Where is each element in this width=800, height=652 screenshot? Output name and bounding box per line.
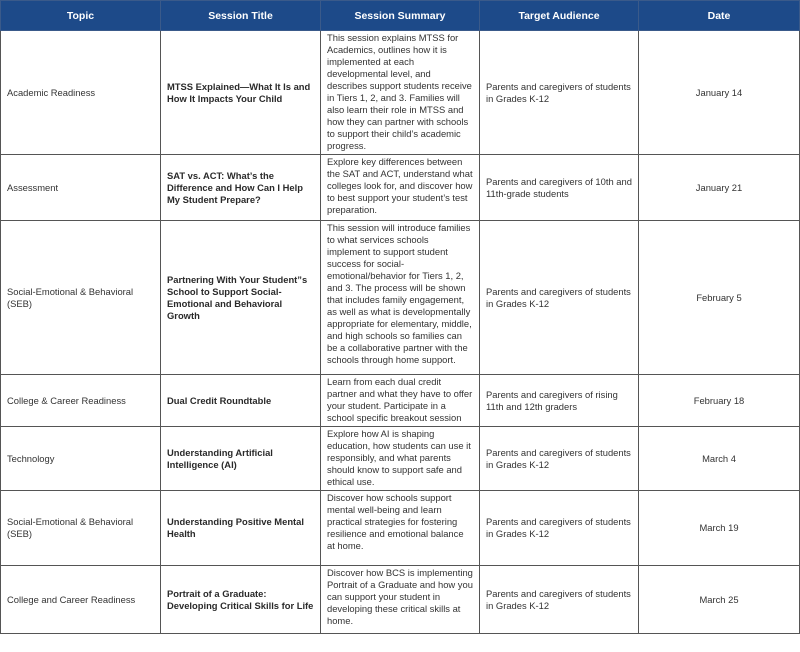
date-cell: February 5 <box>639 221 800 375</box>
table-row <box>1 375 800 427</box>
target-audience-cell: Parents and caregivers of students in Grades K-12 <box>480 427 639 491</box>
table-row <box>1 491 800 566</box>
target-audience-cell: Parents and caregivers of rising 11th and 12th graders <box>480 375 639 427</box>
topic-cell: Assessment <box>1 155 161 221</box>
session-summary-cell: Discover how BCS is implementing Portrait of a Graduate and how you can support your student in developing these critical skills at home. <box>321 566 480 634</box>
table-row <box>1 31 800 155</box>
topic-cell: Technology <box>1 427 161 491</box>
topic-cell: College and Career Readiness <box>1 566 161 634</box>
topic-cell: Social-Emotional & Behavioral (SEB) <box>1 221 161 375</box>
header-date: Date <box>639 1 800 31</box>
session-summary-cell: Explore how AI is shaping education, how students can use it responsibly, and what parents should know to support safe and ethical use. <box>321 427 480 491</box>
date-cell: January 21 <box>639 155 800 221</box>
header-target-audience: Target Audience <box>480 1 639 31</box>
target-audience-cell: Parents and caregivers of students in Grades K-12 <box>480 221 639 375</box>
table-row <box>1 427 800 491</box>
header-session-title: Session Title <box>161 1 321 31</box>
target-audience-cell: Parents and caregivers of students in Grades K-12 <box>480 491 639 566</box>
target-audience-cell: Parents and caregivers of students in Grades K-12 <box>480 31 639 155</box>
date-cell: March 25 <box>639 566 800 634</box>
date-cell: March 4 <box>639 427 800 491</box>
session-title-cell: Understanding Positive Mental Health <box>161 491 321 566</box>
table-row <box>1 221 800 375</box>
session-title-cell: Dual Credit Roundtable <box>161 375 321 427</box>
header-topic: Topic <box>1 1 161 31</box>
session-title-cell: SAT vs. ACT: What’s the Difference and How Can I Help My Student Prepare? <box>161 155 321 221</box>
table-row <box>1 155 800 221</box>
date-cell: February 18 <box>639 375 800 427</box>
session-title-cell: Portrait of a Graduate: Developing Critical Skills for Life <box>161 566 321 634</box>
session-summary-cell: Explore key differences between the SAT and ACT, understand what colleges look for, and discover how to best support your student’s test preparation. <box>321 155 480 221</box>
session-title-cell: MTSS Explained—What It Is and How It Impacts Your Child <box>161 31 321 155</box>
session-summary-cell: Learn from each dual credit partner and what they have to offer your student. Participate in a school specific breakout session <box>321 375 480 427</box>
session-summary-cell: This session will introduce families to what services schools implement to support student success for social-emotional/behavior for Tiers 1, 2, and 3. The process will be shown that includes family engagement, as well as what is developmentally appropriate for elementary, middle, and high schools so families can be a collaborative partner with the schools through home support. <box>321 221 480 375</box>
topic-cell: Academic Readiness <box>1 31 161 155</box>
session-title-cell: Understanding Artificial Intelligence (AI) <box>161 427 321 491</box>
session-title-cell: Partnering With Your Student”s School to Support Social-Emotional and Behavioral Growth <box>161 221 321 375</box>
table-row <box>1 566 800 634</box>
target-audience-cell: Parents and caregivers of 10th and 11th-grade students <box>480 155 639 221</box>
topic-cell: Social-Emotional & Behavioral (SEB) <box>1 491 161 566</box>
target-audience-cell: Parents and caregivers of students in Grades K-12 <box>480 566 639 634</box>
header-session-summary: Session Summary <box>321 1 480 31</box>
date-cell: January 14 <box>639 31 800 155</box>
session-summary-cell: This session explains MTSS for Academics, outlines how it is implemented at each developmental level, and describes support students receive in Tiers 1, 2, and 3. Families will also learn their role in MTSS and how they can partner with schools to support their child’s academic progress. <box>321 31 480 155</box>
date-cell: March 19 <box>639 491 800 566</box>
topic-cell: College & Career Readiness <box>1 375 161 427</box>
session-summary-cell: Discover how schools support mental well-being and learn practical strategies for fostering resilience and emotional balance at home. <box>321 491 480 566</box>
header-row <box>1 1 800 31</box>
